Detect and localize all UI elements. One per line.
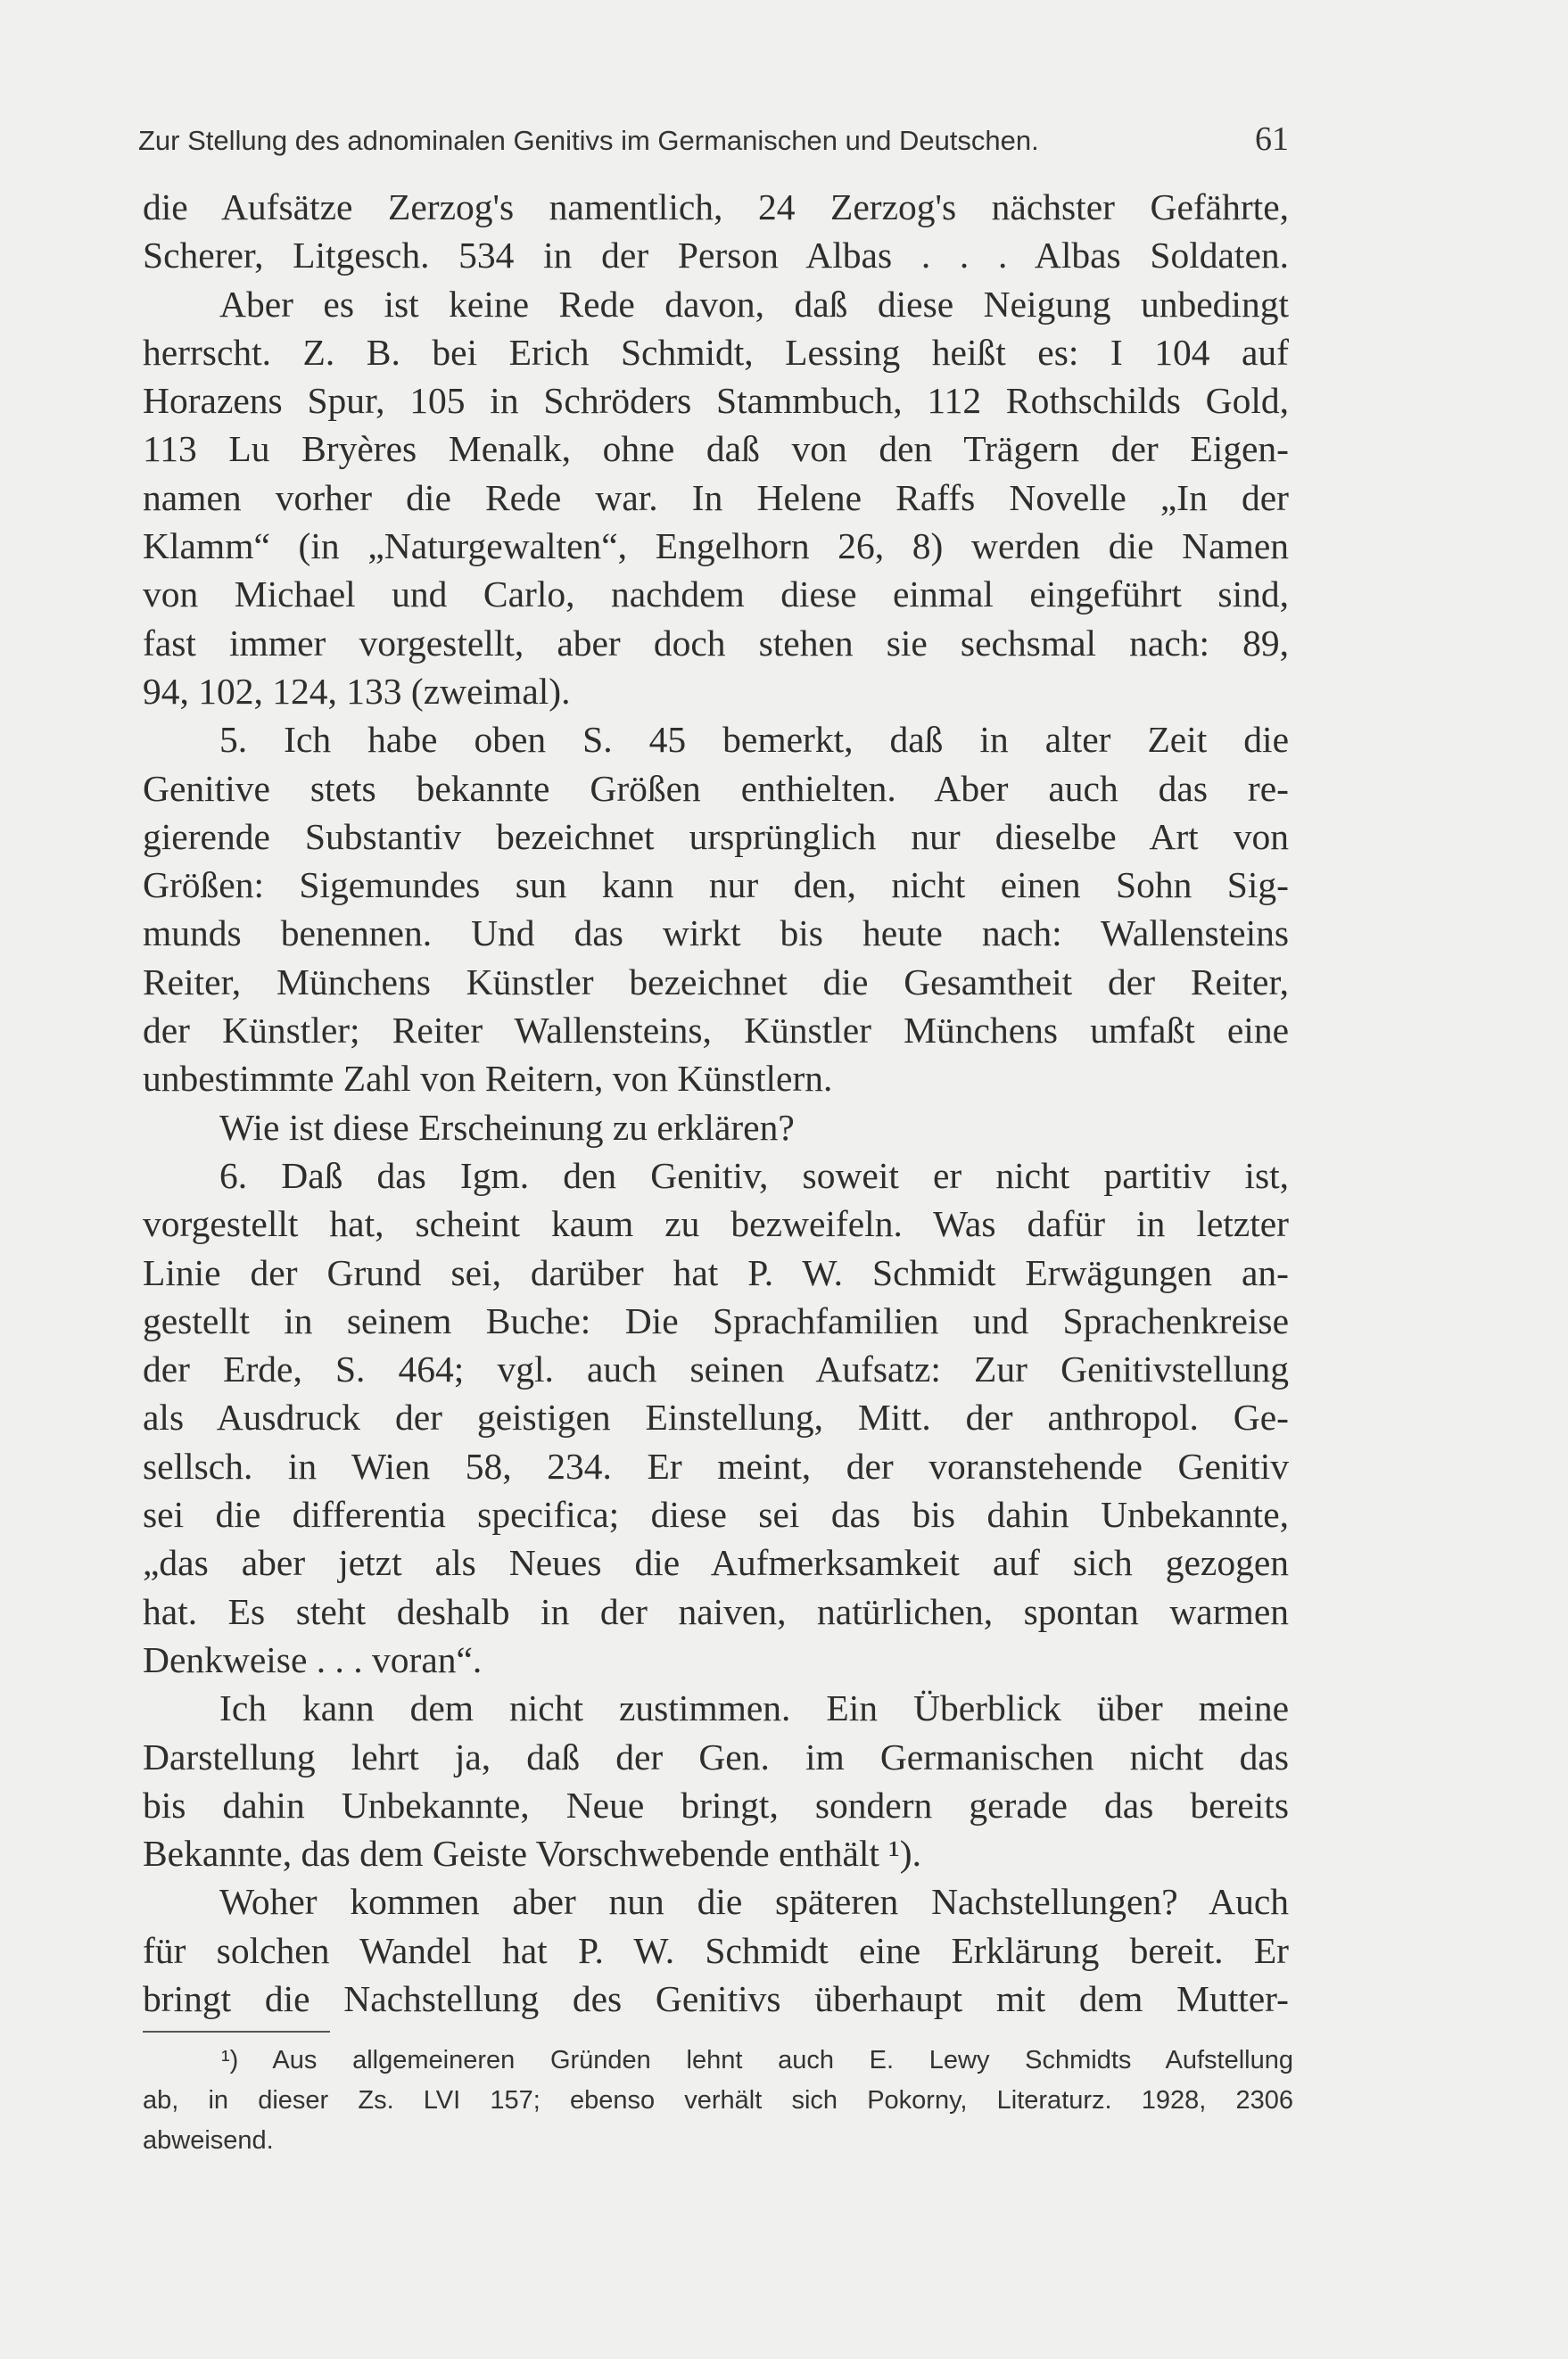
footnote-line: ab, in dieser Zs. LVI 157; ebenso verhält sich Pokorny, Literaturz. 1928, 2306 <box>143 2086 1293 2115</box>
text-line: 6. Daß das Igm. den Genitiv, soweit er nicht partitiv ist, <box>219 1154 1289 1196</box>
text-line: 113 Lu Bryères Menalk, ohne daß von den Trägern der Eigen- <box>143 428 1289 470</box>
text-line: sei die differentia specifica; diese sei das bis dahin Unbekannte, <box>143 1494 1289 1536</box>
text-line: sellsch. in Wien 58, 234. Er meint, der voranstehende Genitiv <box>143 1445 1289 1487</box>
text-line: gierende Substantiv bezeichnet ursprünglich nur dieselbe Art von <box>143 815 1289 857</box>
running-header <box>138 114 1289 159</box>
text-line: Bekannte, das dem Geiste Vorschwebende enthält ¹). <box>143 1833 921 1875</box>
text-line: als Ausdruck der geistigen Einstellung, Mitt. der anthropol. Ge- <box>143 1397 1289 1439</box>
footnote-line: abweisend. <box>143 2126 274 2155</box>
text-line: bringt die Nachstellung des Genitivs überhaupt mit dem Mutter- <box>143 1977 1289 2019</box>
text-line: Wie ist diese Erscheinung zu erklären? <box>219 1106 795 1148</box>
text-line: Woher kommen aber nun die späteren Nachstellungen? Auch <box>219 1881 1289 1923</box>
text-line: hat. Es steht deshalb in der naiven, natürlichen, spontan warmen <box>143 1590 1289 1632</box>
text-line: gestellt in seinem Buche: Die Sprachfamilien und Sprachenkreise <box>143 1299 1289 1341</box>
text-line: herrscht. Z. B. bei Erich Schmidt, Lessing heißt es: I 104 auf <box>143 331 1289 373</box>
footnote-rule <box>143 2031 330 2033</box>
text-line: Denkweise . . . voran“. <box>143 1638 483 1680</box>
page-number: 61 <box>1255 120 1289 158</box>
text-line: Reiter, Münchens Künstler bezeichnet die Gesamtheit der Reiter, <box>143 961 1289 1002</box>
text-line: Klamm“ (in „Naturgewalten“, Engelhorn 26, 8) werden die Namen <box>143 525 1289 567</box>
text-line: Genitive stets bekannte Größen enthielten. Aber auch das re- <box>143 767 1289 809</box>
footnote <box>143 2041 1293 2161</box>
text-line: namen vorher die Rede war. In Helene Raffs Novelle „In der <box>143 476 1289 518</box>
text-line: bis dahin Unbekannte, Neue bringt, sondern gerade das bereits <box>143 1784 1289 1826</box>
text-line: Aber es ist keine Rede davon, daß diese Neigung unbedingt <box>219 283 1289 325</box>
text-line: fast immer vorgestellt, aber doch stehen sie sechsmal nach: 89, <box>143 622 1289 664</box>
text-line: vorgestellt hat, scheint kaum zu bezweifeln. Was dafür in letzter <box>143 1203 1289 1245</box>
text-line: 94, 102, 124, 133 (zweimal). <box>143 670 571 712</box>
text-line: Größen: Sigemundes sun kann nur den, nicht einen Sohn Sig- <box>143 864 1289 906</box>
text-line: von Michael und Carlo, nachdem diese einmal eingeführt sind, <box>143 573 1289 615</box>
header-title: Zur Stellung des adnominalen Genitivs im Germanischen und Deutschen. <box>138 125 1039 156</box>
text-line: Linie der Grund sei, darüber hat P. W. Schmidt Erwägungen an- <box>143 1251 1289 1293</box>
text-line: Darstellung lehrt ja, daß der Gen. im Germanischen nicht das <box>143 1736 1289 1777</box>
text-line: die Aufsätze Zerzog's namentlich, 24 Zerzog's nächster Gefährte, <box>143 186 1289 227</box>
text-line: der Künstler; Reiter Wallensteins, Künstler Münchens umfaßt eine <box>143 1010 1289 1052</box>
text-line: unbestimmte Zahl von Reitern, von Künstlern. <box>143 1058 833 1100</box>
text-line: Scherer, Litgesch. 534 in der Person Albas . . . Albas Soldaten. <box>143 235 1289 276</box>
text-line: 5. Ich habe oben S. 45 bemerkt, daß in alter Zeit die <box>219 719 1289 761</box>
body-text <box>143 183 1289 2023</box>
text-line: munds benennen. Und das wirkt bis heute nach: Wallensteins <box>143 912 1289 954</box>
footnote-line: ¹) Aus allgemeineren Gründen lehnt auch E. Lewy Schmidts Aufstellung <box>221 2046 1293 2074</box>
text-line: für solchen Wandel hat P. W. Schmidt eine Erklärung bereit. Er <box>143 1929 1289 1971</box>
text-line: Horazens Spur, 105 in Schröders Stammbuch, 112 Rothschilds Gold, <box>143 380 1289 422</box>
text-line: Ich kann dem nicht zustimmen. Ein Überblick über meine <box>219 1687 1289 1729</box>
text-line: der Erde, S. 464; vgl. auch seinen Aufsatz: Zur Genitivstellung <box>143 1349 1289 1390</box>
text-line: „das aber jetzt als Neues die Aufmerksamkeit auf sich gezogen <box>143 1542 1289 1584</box>
